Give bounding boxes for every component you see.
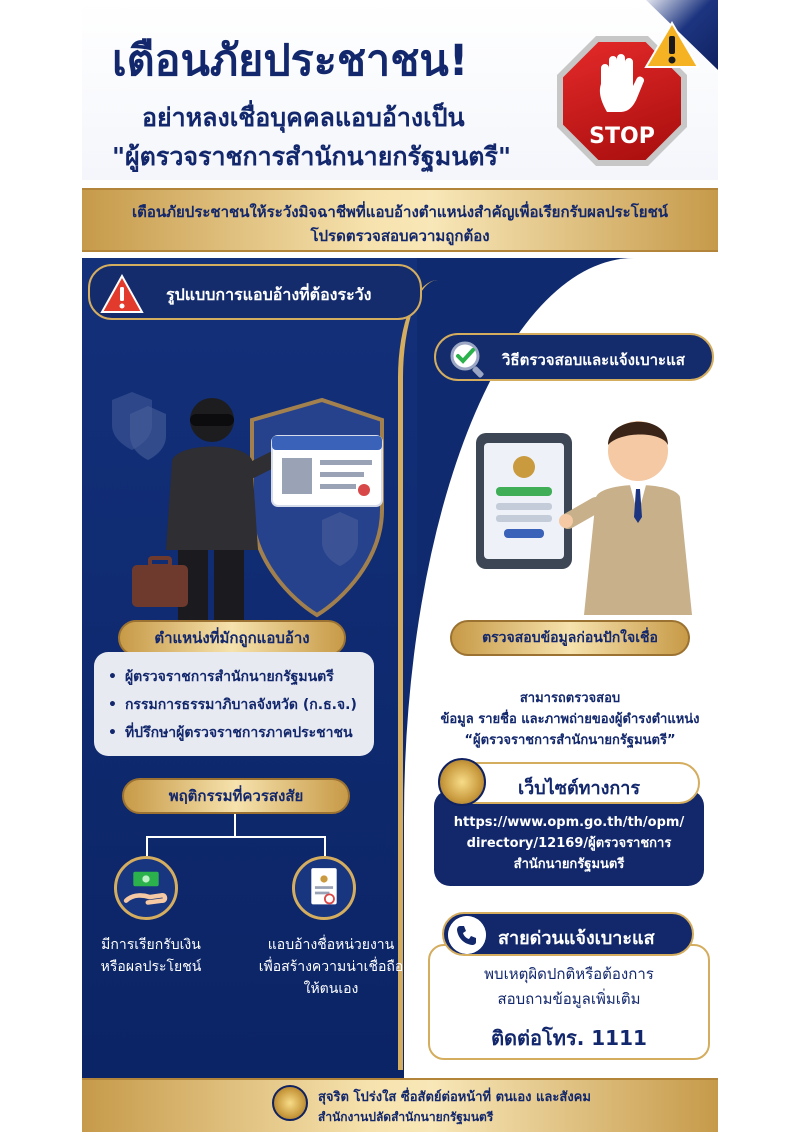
section-header-patterns (88, 264, 422, 320)
subtitle-line2: "ผู้ตรวจราชการสำนักนายกรัฐมนตรี" (112, 142, 511, 171)
warning-banner (82, 188, 718, 252)
government-seal-icon (272, 1085, 308, 1121)
banner-line2: โปรดตรวจสอบความถูกต้อง (310, 227, 490, 245)
government-seal-icon (438, 758, 486, 806)
section-title-patterns: รูปแบบการแอบอ้างที่ต้องระวัง (166, 285, 372, 304)
hotline-number[interactable]: ติดต่อโทร. 1111 (491, 1026, 647, 1050)
magnifier-check-icon (448, 339, 488, 379)
footer-motto: สุจริต โปร่งใส ซื่อสัตย์ต่อหน้าที่ ตนเอง และสังคม (318, 1090, 591, 1105)
stop-hand-icon (595, 54, 647, 114)
positions-list (94, 652, 374, 756)
list-item: • ผู้ตรวจราชการสำนักนายกรัฐมนตรี (108, 666, 362, 688)
hotline-title-pill (442, 912, 694, 956)
tree-connector (146, 836, 326, 838)
warning-triangle-icon (100, 274, 144, 314)
tree-connector (146, 836, 148, 856)
warning-triangle-icon (644, 20, 700, 70)
scammer-illustration (102, 380, 392, 620)
check-description: สามารถตรวจสอบ ข้อมูล รายชื่อ และภาพถ่ายของผู้ดำรงตำแหน่ง “ผู้ตรวจราชการสำนักนายกรัฐมนตรี” (440, 691, 700, 748)
hotline-description: พบเหตุผิดปกติหรือต้องการ สอบถามข้อมูลเพิ่มเติม (484, 965, 654, 1008)
hotline-title: สายด่วนแจ้งเบาะแส (498, 928, 655, 949)
banner-line1: เตือนภัยประชาชนให้ระวังมิจฉาชีพที่แอบอ้างตำแหน่งสำคัญเพื่อเรียกรับผลประโยชน์ (131, 203, 669, 221)
list-item: • ที่ปรึกษาผู้ตรวจราชการภาคประชาชน (108, 722, 362, 744)
document-stamp-icon (292, 856, 356, 920)
positions-title: ตำแหน่งที่มักถูกแอบอ้าง (118, 620, 346, 656)
section-title-verify: วิธีตรวจสอบและแจ้งเบาะแส (502, 351, 685, 369)
footer-agency: สำนักงานปลัดสำนักนายกรัฐมนตรี (318, 1110, 494, 1124)
behavior-money: มีการเรียกรับเงิน หรือผลประโยชน์ (100, 937, 202, 975)
tree-connector (324, 836, 326, 856)
list-item: • กรรมการธรรมาภิบาลจังหวัด (ก.ธ.จ.) (108, 694, 362, 716)
tree-connector (234, 814, 236, 836)
stop-sign-text: STOP (589, 124, 655, 149)
behavior-agency-name: แอบอ้างชื่อหน่วยงาน เพื่อสร้างความน่าเชื่อถือ ให้ตนเอง (258, 937, 404, 997)
website-title: เว็บไซต์ทางการ (518, 778, 641, 799)
poster (82, 0, 718, 1139)
phone-icon (448, 916, 486, 954)
officer-illustration (472, 405, 712, 615)
check-title: ตรวจสอบข้อมูลก่อนปักใจเชื่อ (450, 620, 690, 656)
money-hand-icon (114, 856, 178, 920)
section-header-verify (434, 333, 714, 381)
page-title: เตือนภัยประชาชน! (112, 36, 469, 86)
subtitle-line1: อย่าหลงเชื่อบุคคลแอบอ้างเป็น (142, 103, 465, 132)
behavior-title: พฤติกรรมที่ควรสงสัย (122, 778, 350, 814)
website-url[interactable]: https://www.opm.go.th/th/opm/ directory/12169/ผู้ตรวจราชการ สำนักนายกรัฐมนตรี (453, 815, 685, 872)
